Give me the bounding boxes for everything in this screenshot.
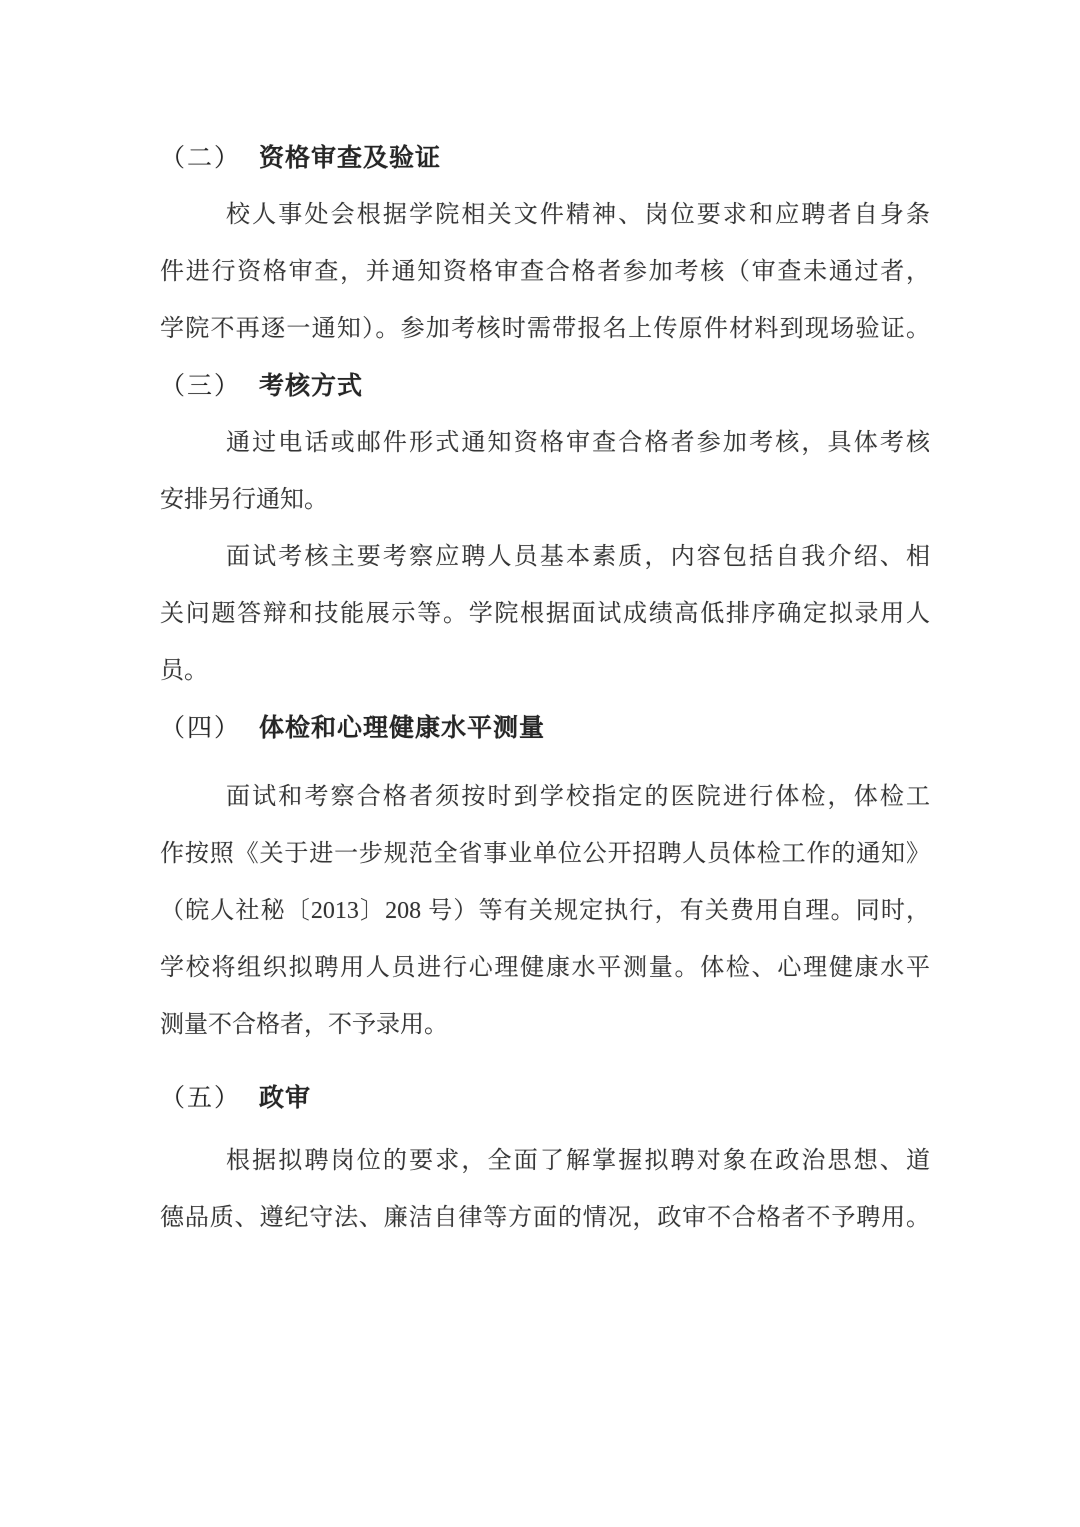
document-body [160,130,930,1247]
section [160,700,930,1054]
paragraph [160,1133,930,1247]
text-line: 根据拟聘岗位的要求，全面了解掌握拟聘对象在政治思想、道 [226,1148,930,1174]
section [160,130,930,358]
text-line: 安排另行通知。 [160,487,328,513]
section-heading [160,358,930,415]
text-line: 员。 [160,658,208,684]
text-line: 面试考核主要考察应聘人员基本素质，内容包括自我介绍、相 [226,544,930,570]
paragraph [160,415,930,529]
section-heading [160,700,930,757]
text-line: 学院不再逐一通知）。参加考核时需带报名上传原件材料到现场验证。 [160,316,930,342]
text-line: 作按照《关于进一步规范全省事业单位公开招聘人员体检工作的通知》 [160,841,930,867]
text-line: 校人事处会根据学院相关文件精神、岗位要求和应聘者自身条 [226,202,930,228]
section-number: （二） [160,145,242,172]
paragraph [160,769,930,1054]
section [160,358,930,700]
text-line: 关问题答辩和技能展示等。学院根据面试成绩高低排序确定拟录用人 [160,601,930,627]
text-line: 测量不合格者，不予录用。 [160,1012,448,1038]
section-number: （四） [160,715,242,742]
paragraph [160,529,930,700]
paragraph [160,187,930,358]
section-title: 考核方式 [259,373,364,400]
section-number: （五） [160,1085,242,1112]
section-heading [160,130,930,187]
section-number: （三） [160,373,242,400]
text-line: 件进行资格审查，并通知资格审查合格者参加考核（审查未通过者， [160,259,930,285]
text-line: 学校将组织拟聘用人员进行心理健康水平测量。体检、心理健康水平 [160,955,930,981]
text-line: （皖人社秘〔2013〕208 号）等有关规定执行，有关费用自理。同时， [160,898,930,924]
section-title: 政审 [259,1085,312,1112]
section [160,1070,930,1247]
text-line: 德品质、遵纪守法、廉洁自律等方面的情况，政审不合格者不予聘用。 [160,1205,930,1231]
section-title: 体检和心理健康水平测量 [259,715,546,742]
text-line: 通过电话或邮件形式通知资格审查合格者参加考核，具体考核 [226,430,930,456]
text-line: 面试和考察合格者须按时到学校指定的医院进行体检，体检工 [226,784,930,810]
section-heading [160,1070,930,1127]
section-title: 资格审查及验证 [259,145,442,172]
